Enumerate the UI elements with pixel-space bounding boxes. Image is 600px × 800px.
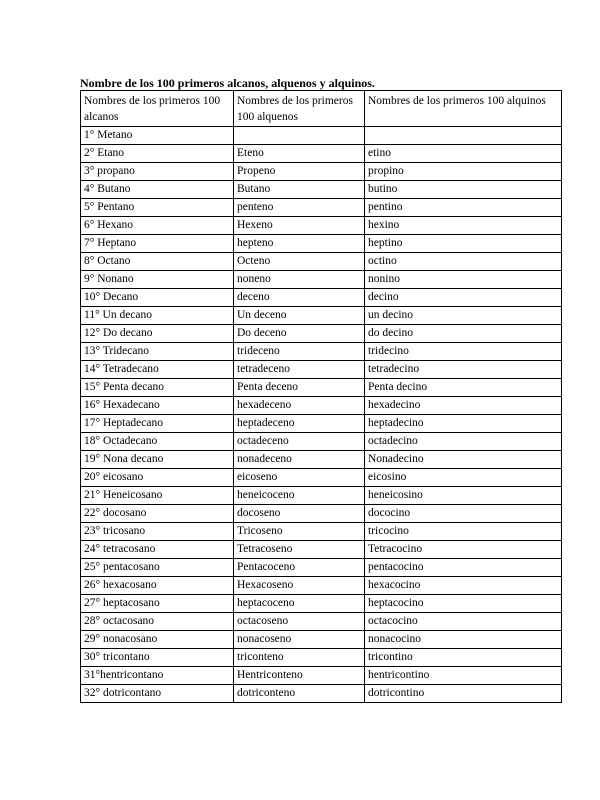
- cell-alcano: 26° hexacosano: [81, 577, 234, 595]
- cell-alcano: 28° octacosano: [81, 613, 234, 631]
- cell-alquino: tetradecino: [365, 361, 562, 379]
- cell-alquino: heptino: [365, 235, 562, 253]
- cell-alqueno: trideceno: [234, 343, 365, 361]
- cell-alquino: heptadecino: [365, 415, 562, 433]
- cell-alquino: tricocino: [365, 523, 562, 541]
- table-row: [81, 685, 562, 703]
- cell-alcano: 8° Octano: [81, 253, 234, 271]
- cell-alquino: tridecino: [365, 343, 562, 361]
- cell-alquino: un decino: [365, 307, 562, 325]
- cell-alcano: 2° Etano: [81, 145, 234, 163]
- cell-alquino: Penta decino: [365, 379, 562, 397]
- cell-alcano: 23° tricosano: [81, 523, 234, 541]
- cell-alquino: dococino: [365, 505, 562, 523]
- table-row: [81, 559, 562, 577]
- table-row: [81, 181, 562, 199]
- cell-alqueno: heptacoceno: [234, 595, 365, 613]
- cell-alqueno: octacoseno: [234, 613, 365, 631]
- table-row: [81, 649, 562, 667]
- cell-alqueno: noneno: [234, 271, 365, 289]
- cell-alcano: 22° docosano: [81, 505, 234, 523]
- cell-alquino: butino: [365, 181, 562, 199]
- table-row: [81, 505, 562, 523]
- cell-alquino: nonino: [365, 271, 562, 289]
- cell-alcano: 29° nonacosano: [81, 631, 234, 649]
- table-row: [81, 325, 562, 343]
- cell-alquino: heneicosino: [365, 487, 562, 505]
- cell-alquino: propino: [365, 163, 562, 181]
- cell-alqueno: octadeceno: [234, 433, 365, 451]
- table-row: [81, 451, 562, 469]
- table-row: [81, 667, 562, 685]
- cell-alcano: 12° Do decano: [81, 325, 234, 343]
- table-row: [81, 163, 562, 181]
- cell-alqueno: Octeno: [234, 253, 365, 271]
- cell-alqueno: Propeno: [234, 163, 365, 181]
- cell-alquino: do decino: [365, 325, 562, 343]
- cell-alquino: hexino: [365, 217, 562, 235]
- cell-alqueno: Penta deceno: [234, 379, 365, 397]
- cell-alquino: hentricontino: [365, 667, 562, 685]
- cell-alqueno: nonadeceno: [234, 451, 365, 469]
- table-row: [81, 523, 562, 541]
- header-alcanos: Nombres de los primeros 100 alcanos: [81, 91, 234, 127]
- cell-alqueno: Hexacoseno: [234, 577, 365, 595]
- cell-alqueno: Un deceno: [234, 307, 365, 325]
- cell-alcano: 5° Pentano: [81, 199, 234, 217]
- cell-alcano: 1° Metano: [81, 127, 234, 145]
- header-alquenos: Nombres de los primeros 100 alquenos: [234, 91, 365, 127]
- cell-alquino: etino: [365, 145, 562, 163]
- table-row: [81, 145, 562, 163]
- cell-alqueno: [234, 127, 365, 145]
- cell-alqueno: Butano: [234, 181, 365, 199]
- table-row: [81, 199, 562, 217]
- table-row: [81, 235, 562, 253]
- cell-alqueno: Hentriconteno: [234, 667, 365, 685]
- cell-alquino: tricontino: [365, 649, 562, 667]
- cell-alquino: nonacocino: [365, 631, 562, 649]
- table-row: [81, 307, 562, 325]
- cell-alcano: 9° Nonano: [81, 271, 234, 289]
- cell-alquino: hexadecino: [365, 397, 562, 415]
- cell-alquino: octacocino: [365, 613, 562, 631]
- cell-alqueno: Eteno: [234, 145, 365, 163]
- table-row: [81, 343, 562, 361]
- cell-alquino: octadecino: [365, 433, 562, 451]
- cell-alquino: pentino: [365, 199, 562, 217]
- cell-alcano: 6° Hexano: [81, 217, 234, 235]
- table-row: [81, 361, 562, 379]
- table-row: [81, 613, 562, 631]
- cell-alqueno: deceno: [234, 289, 365, 307]
- cell-alqueno: heptadeceno: [234, 415, 365, 433]
- cell-alqueno: docoseno: [234, 505, 365, 523]
- cell-alquino: heptacocino: [365, 595, 562, 613]
- cell-alqueno: dotriconteno: [234, 685, 365, 703]
- table-row: [81, 289, 562, 307]
- document-title: Nombre de los 100 primeros alcanos, alquenos y alquinos.: [80, 76, 375, 90]
- table-row: [81, 217, 562, 235]
- cell-alqueno: Do deceno: [234, 325, 365, 343]
- cell-alcano: 27° heptacosano: [81, 595, 234, 613]
- cell-alqueno: Pentacoceno: [234, 559, 365, 577]
- cell-alcano: 17° Heptadecano: [81, 415, 234, 433]
- table-row: [81, 433, 562, 451]
- table-row: [81, 631, 562, 649]
- cell-alcano: 30° tricontano: [81, 649, 234, 667]
- table-row: [81, 253, 562, 271]
- cell-alcano: 21° Heneicosano: [81, 487, 234, 505]
- cell-alqueno: heneicoceno: [234, 487, 365, 505]
- table-row: [81, 397, 562, 415]
- cell-alqueno: eicoseno: [234, 469, 365, 487]
- table-row: [81, 541, 562, 559]
- cell-alquino: Nonadecino: [365, 451, 562, 469]
- cell-alcano: 20° eicosano: [81, 469, 234, 487]
- cell-alqueno: Hexeno: [234, 217, 365, 235]
- table-row: [81, 469, 562, 487]
- cell-alquino: eicosino: [365, 469, 562, 487]
- table-row: [81, 487, 562, 505]
- table-row: [81, 127, 562, 145]
- cell-alquino: hexacocino: [365, 577, 562, 595]
- cell-alqueno: hexadeceno: [234, 397, 365, 415]
- cell-alquino: decino: [365, 289, 562, 307]
- cell-alqueno: penteno: [234, 199, 365, 217]
- cell-alcano: 3° propano: [81, 163, 234, 181]
- cell-alcano: 24° tetracosano: [81, 541, 234, 559]
- header-alquinos: Nombres de los primeros 100 alquinos: [365, 91, 562, 127]
- cell-alcano: 14° Tetradecano: [81, 361, 234, 379]
- table-row: [81, 415, 562, 433]
- cell-alquino: [365, 127, 562, 145]
- cell-alcano: 18° Octadecano: [81, 433, 234, 451]
- table-row: [81, 271, 562, 289]
- cell-alcano: 32° dotricontano: [81, 685, 234, 703]
- cell-alcano: 11° Un decano: [81, 307, 234, 325]
- cell-alcano: 7° Heptano: [81, 235, 234, 253]
- cell-alquino: dotricontino: [365, 685, 562, 703]
- cell-alcano: 15° Penta decano: [81, 379, 234, 397]
- table-row: [81, 595, 562, 613]
- cell-alcano: 10° Decano: [81, 289, 234, 307]
- table-row: [81, 379, 562, 397]
- cell-alqueno: nonacoseno: [234, 631, 365, 649]
- cell-alcano: 16° Hexadecano: [81, 397, 234, 415]
- cell-alcano: 31°hentricontano: [81, 667, 234, 685]
- cell-alquino: octino: [365, 253, 562, 271]
- cell-alqueno: Tetracoseno: [234, 541, 365, 559]
- cell-alquino: pentacocino: [365, 559, 562, 577]
- names-table: [80, 90, 562, 703]
- cell-alcano: 4° Butano: [81, 181, 234, 199]
- cell-alqueno: tetradeceno: [234, 361, 365, 379]
- cell-alqueno: triconteno: [234, 649, 365, 667]
- table-row: [81, 577, 562, 595]
- cell-alqueno: hepteno: [234, 235, 365, 253]
- cell-alcano: 13° Tridecano: [81, 343, 234, 361]
- cell-alcano: 25° pentacosano: [81, 559, 234, 577]
- cell-alquino: Tetracocino: [365, 541, 562, 559]
- cell-alqueno: Tricoseno: [234, 523, 365, 541]
- cell-alcano: 19° Nona decano: [81, 451, 234, 469]
- table-header-row: [81, 91, 562, 127]
